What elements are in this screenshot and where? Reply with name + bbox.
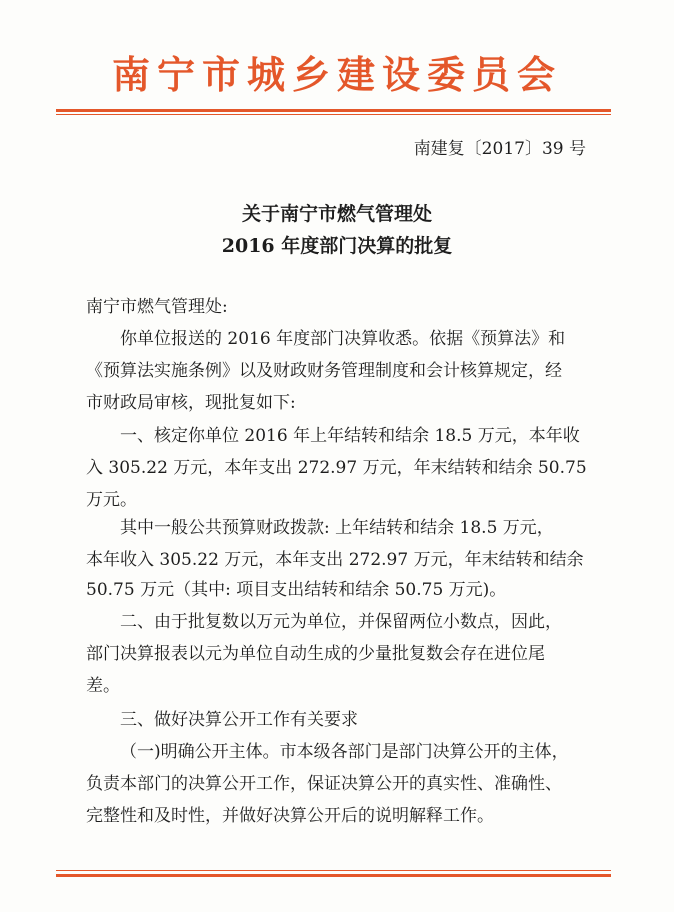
body-line: 入 305.22 万元，本年支出 272.97 万元，年末结转和结余 50.75	[86, 458, 587, 478]
body-line: 部门决算报表以元为单位自动生成的少量批复数会存在进位尾	[86, 644, 545, 664]
body-line: 50.75 万元（其中: 项目支出结转和结余 50.75 万元)。	[86, 580, 507, 600]
body-line: 二、由于批复数以万元为单位，并保留两位小数点，因此，	[120, 612, 562, 632]
body-line: 其中一般公共预算财政拨款: 上年结转和结余 18.5 万元，	[120, 518, 554, 538]
footer-divider-thick	[56, 874, 611, 877]
body-line: 一、核定你单位 2016 年上年结转和结余 18.5 万元，本年收	[120, 426, 580, 446]
header-divider-thick	[56, 109, 611, 112]
body-line: 差。	[86, 676, 120, 696]
body-line: 本年收入 305.22 万元，本年支出 272.97 万元，年末结转和结余	[86, 550, 584, 570]
section-heading: 三、做好决算公开工作有关要求	[120, 710, 358, 730]
salutation: 南宁市燃气管理处:	[86, 297, 228, 317]
body-line: （一)明确公开主体。市本级各部门是部门决算公开的主体，	[120, 742, 569, 762]
body-line: 市财政局审核，现批复如下:	[86, 393, 296, 413]
document-title-line-1: 关于南宁市燃气管理处	[241, 203, 432, 225]
body-line: 你单位报送的 2016 年度部门决算收悉。依据《预算法》和	[120, 329, 566, 349]
document-title-line-2: 2016 年度部门决算的批复	[221, 235, 453, 257]
body-line: 万元。	[86, 490, 137, 510]
body-line: 完整性和及时性，并做好决算公开后的说明解释工作。	[86, 806, 494, 826]
footer-divider-thin	[56, 870, 611, 871]
header-divider-thin	[56, 114, 611, 115]
body-line: 负责本部门的决算公开工作，保证决算公开的真实性、准确性、	[86, 774, 562, 794]
document-number: 南建复〔2017〕39 号	[413, 139, 586, 159]
body-line: 《预算法实施条例》以及财政财务管理制度和会计核算规定，经	[86, 361, 562, 381]
issuing-organization-title: 南宁市城乡建设委员会	[111, 52, 562, 97]
